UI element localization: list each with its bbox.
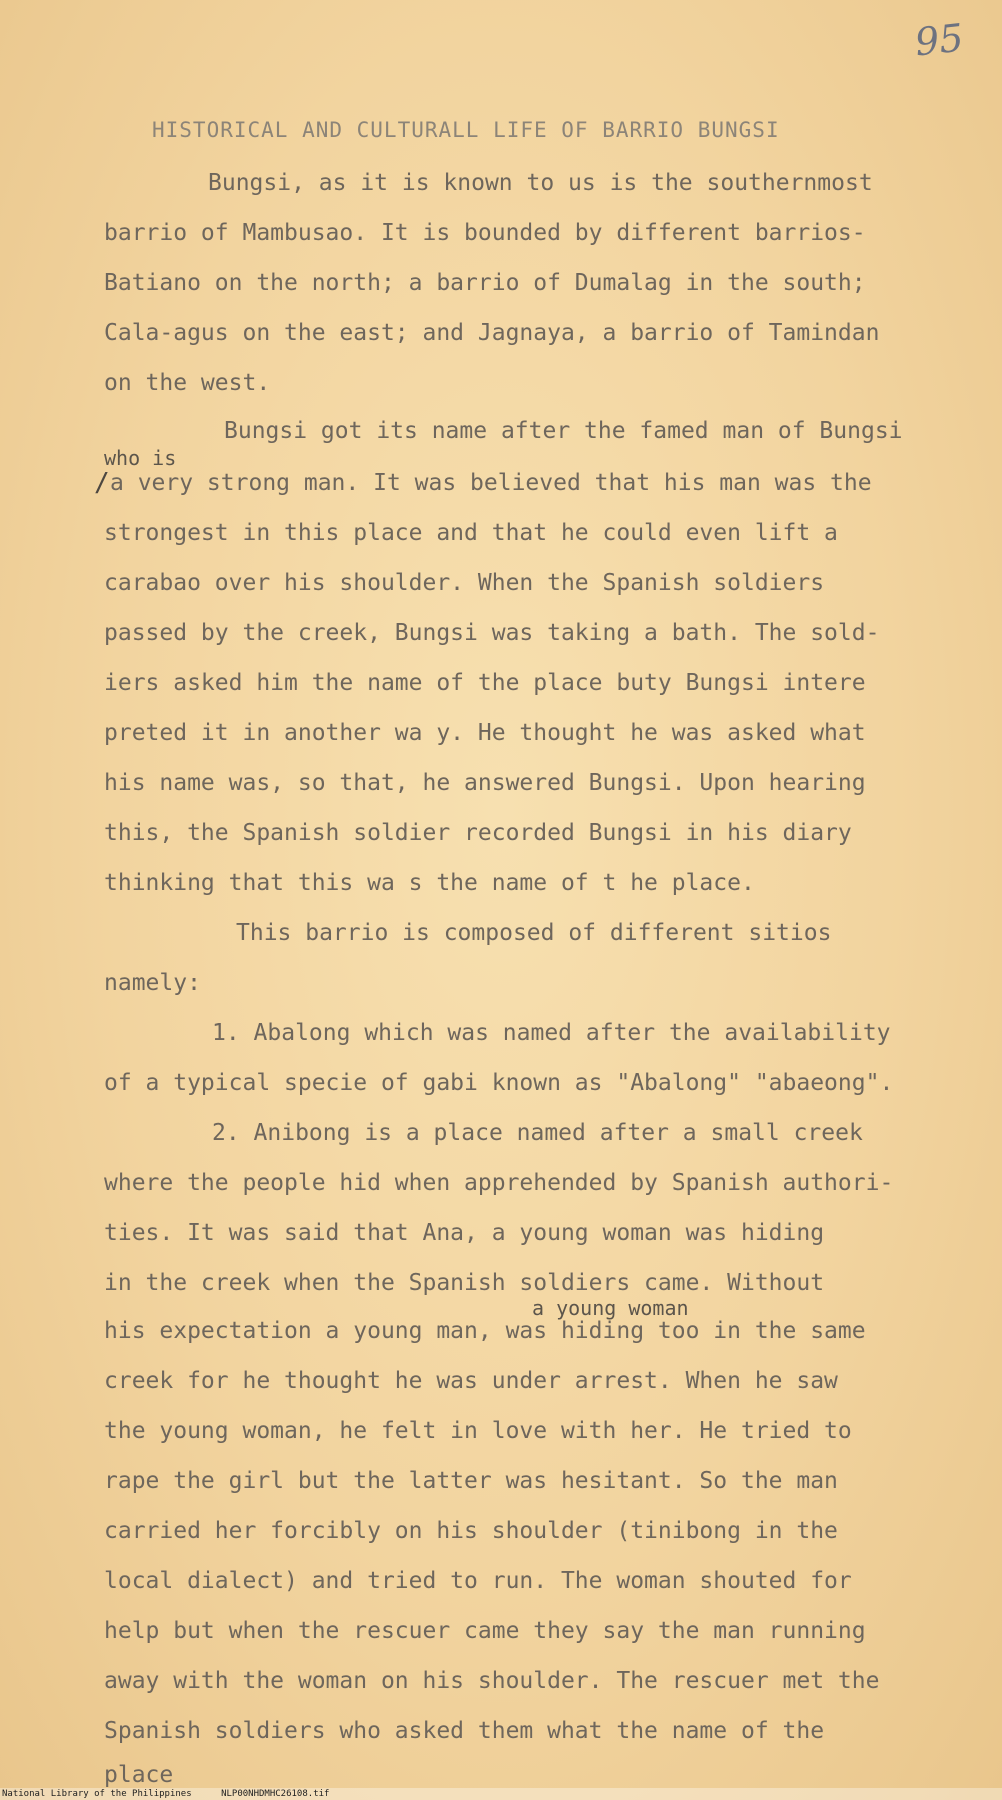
text-line: creek for he thought he was under arrest. When he saw xyxy=(104,1368,838,1394)
text-line: 2. Anibong is a place named after a small creek xyxy=(212,1120,863,1146)
text-line: his name was, so that, he answered Bungsi. Upon hearing xyxy=(104,770,866,796)
scan-footer xyxy=(0,1788,1002,1800)
text-line: of a typical specie of gabi known as "Abalong" "abaeong". xyxy=(104,1070,894,1096)
text-line: place xyxy=(104,1762,174,1788)
text-line: iers asked him the name of the place buty Bungsi intere xyxy=(104,670,866,696)
text-line: strongest in this place and that he could even lift a xyxy=(104,520,838,546)
text-line: the young woman, he felt in love with her. He tried to xyxy=(104,1418,852,1444)
text-line: in the creek when the Spanish soldiers came. Without xyxy=(104,1270,825,1296)
text-line: carabao over his shoulder. When the Spanish soldiers xyxy=(104,570,825,596)
text-line: barrio of Mambusao. It is bounded by different barrios- xyxy=(104,220,866,246)
text-line: 1. Abalong which was named after the availability xyxy=(212,1020,891,1046)
document-title: HISTORICAL AND CULTURALL LIFE OF BARRIO BUNGSI xyxy=(152,118,780,142)
text-line: namely: xyxy=(104,970,201,996)
text-line: where the people hid when apprehended by Spanish authori- xyxy=(104,1170,894,1196)
text-line: away with the woman on his shoulder. The rescuer met the xyxy=(104,1668,880,1694)
text-line: rape the girl but the latter was hesitant. So the man xyxy=(104,1468,838,1494)
text-line: on the west. xyxy=(104,370,271,396)
inserted-text: who is xyxy=(104,446,177,470)
text-line: Batiano on the north; a barrio of Dumalag in the south; xyxy=(104,270,866,296)
text-line: Spanish soldiers who asked them what the name of the xyxy=(104,1718,825,1744)
text-line: preted it in another wa y. He thought he was asked what xyxy=(104,720,866,746)
text-line: local dialect) and tried to run. The woman shouted for xyxy=(104,1568,852,1594)
text-line: help but when the rescuer came they say the man running xyxy=(104,1618,866,1644)
text-line: carried her forcibly on his shoulder (tinibong in the xyxy=(104,1518,838,1544)
correction-slash: / xyxy=(94,468,110,498)
text-line: passed by the creek, Bungsi was taking a bath. The sold- xyxy=(104,620,880,646)
page-number: 95 xyxy=(912,15,966,65)
text-line: Bungsi, as it is known to us is the southernmost xyxy=(208,170,873,196)
footer-file: NLP00NHDMHC26108.tif xyxy=(221,1789,330,1799)
text-line: this, the Spanish soldier recorded Bungsi in his diary xyxy=(104,820,852,846)
text-line: thinking that this wa s the name of t he place. xyxy=(104,870,755,896)
inserted-text: a young woman xyxy=(532,1296,689,1320)
text-line: his expectation a young man, was hiding too in the same xyxy=(104,1318,866,1344)
footer-library: National Library of the Philippines xyxy=(2,1789,192,1799)
text-line: Bungsi got its name after the famed man of Bungsi xyxy=(224,418,903,444)
text-line: ties. It was said that Ana, a young woman was hiding xyxy=(104,1220,825,1246)
text-line: Cala-agus on the east; and Jagnaya, a barrio of Tamindan xyxy=(104,320,880,346)
text-line: This barrio is composed of different sitios xyxy=(236,920,832,946)
text-line: a very strong man. It was believed that his man was the xyxy=(110,470,872,496)
